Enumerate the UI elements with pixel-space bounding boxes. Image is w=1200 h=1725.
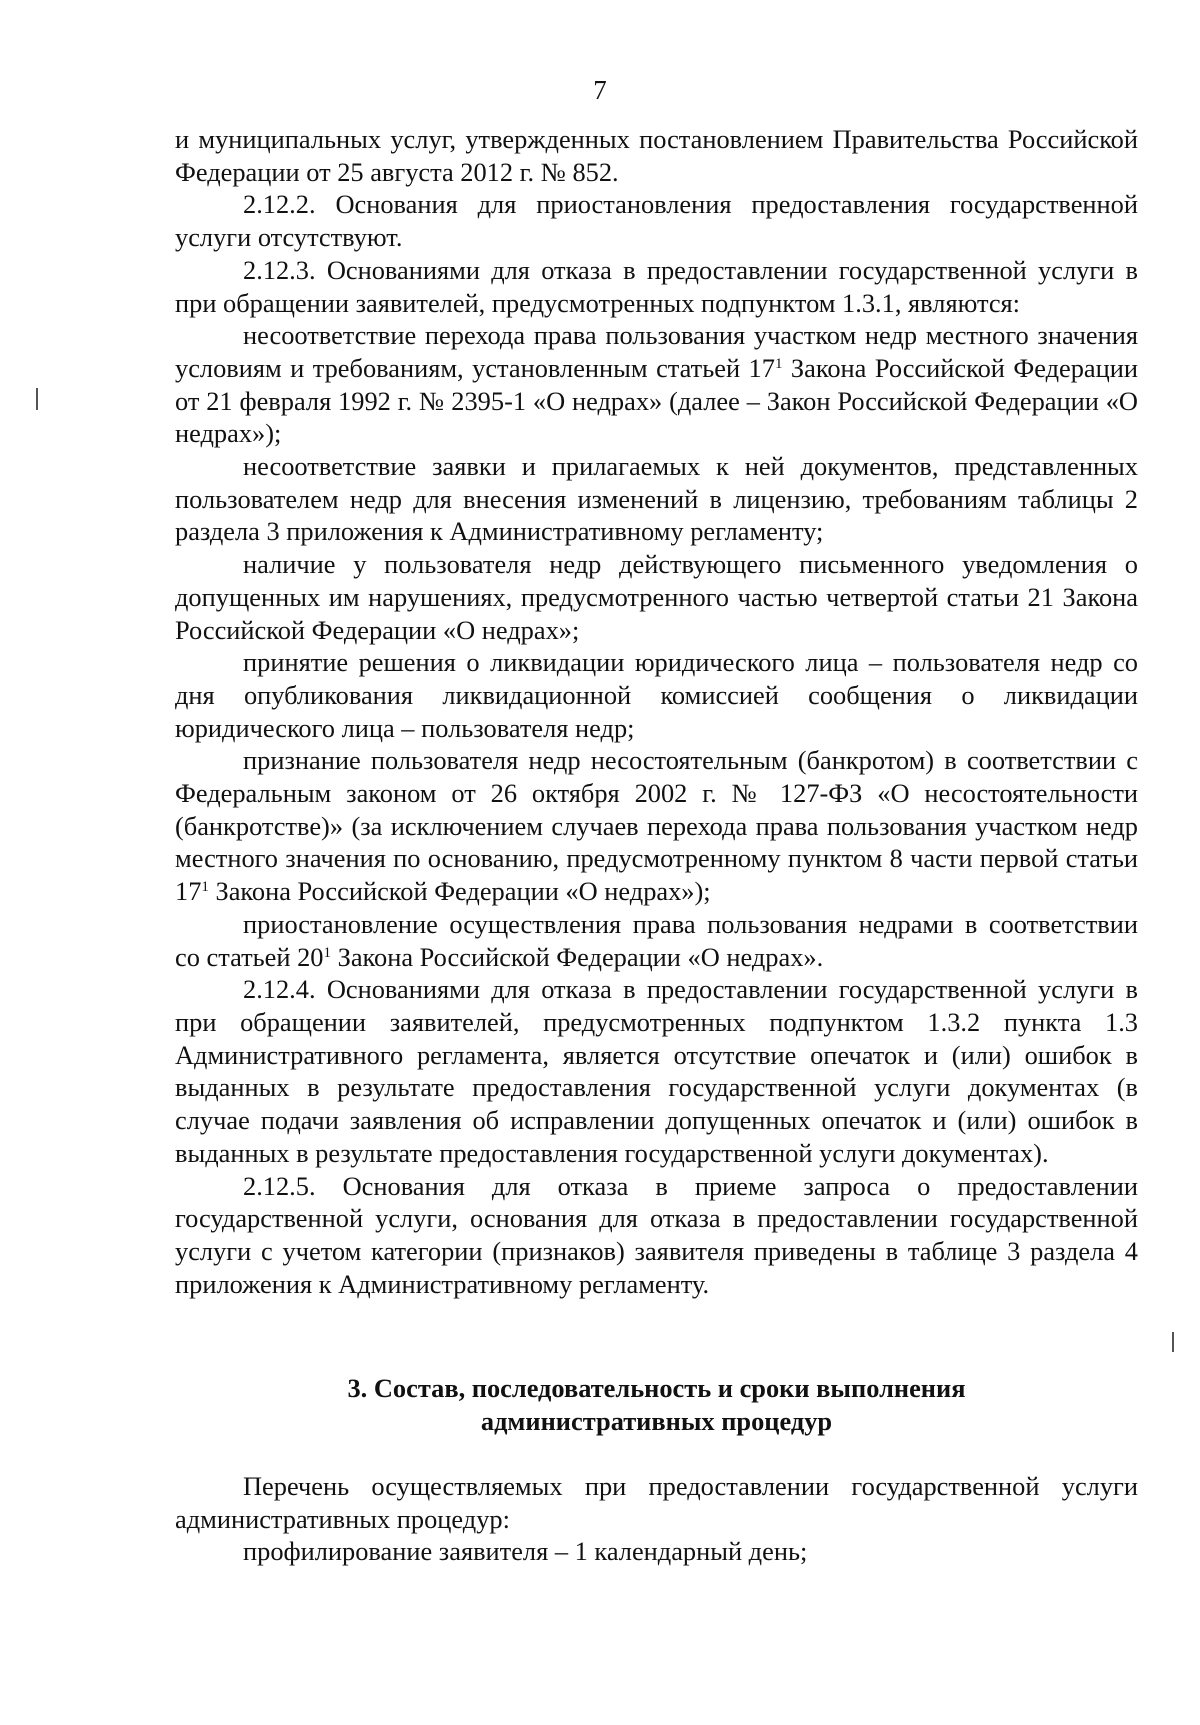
section-heading-line-2: административных процедур [480,1406,833,1436]
text-run: Закона Российской Федерации от 21 февраля 1992 г. № 2395-1 «О недрах» (далее – Закон Российской Федерации «О недрах»); [175,352,1138,449]
list-item-application-mismatch: несоответствие заявки и прилагаемых к ней документов, представленных пользователем недр для внесения изменений в лицензию, требованиям таблицы 2 раздела 3 приложения к Административному регламенту; [175,451,1138,547]
list-item-bankruptcy [175,744,1138,908]
section-body-text [175,1470,1138,1568]
section-heading [175,1372,1138,1438]
text-run: Закона Российской Федерации «О недрах». [331,941,824,972]
text-run: Закона Российской Федерации «О недрах»); [208,876,711,907]
procedures-intro: Перечень осуществляемых при предоставлении государственной услуги административных процедур: [175,1471,1138,1534]
text-run: несоответствие перехода права пользования участком недр местного значения условиям и требованиям, установленным статьей 17 [175,320,1138,383]
paragraph-2-12-4: 2.12.4. Основаниями для отказа в предоставлении государственной услуги в при обращении заявителей, предусмотренных подпунктом 1.3.2 пункта 1.3 Административного регламента, является отсутствие опечаток и (или) ошибок в выданных в результате предоставления государственной услуги документах (в случае подачи заявления об исправлении допущенных опечаток и (или) ошибок в выданных в результате предоставления государственной услуги документах). [175,974,1138,1168]
body-text [175,123,1138,1300]
scan-mark [1172,1332,1174,1352]
paragraph-2-12-5: 2.12.5. Основания для отказа в приеме запроса о предоставлении государственной услуги, основания для отказа в предоставлении государственной услуги с учетом категории (признаков) заявителя приведены в таблице 3 раздела 4 приложения к Административному регламенту. [175,1170,1138,1299]
list-item-liquidation: принятие решения о ликвидации юридического лица – пользователя недр со дня опубликования ликвидационной комиссией сообщения о ликвидации юридического лица – пользователя недр; [175,647,1138,743]
paragraph-2-12-2: 2.12.2. Основания для приостановления предоставления государственной услуги отсутствуют. [175,189,1138,253]
section-heading-line-1: 3. Состав, последовательность и сроки выполнения [347,1373,966,1403]
list-item-violation-notice: наличие у пользователя недр действующего письменного уведомления о допущенных им нарушениях, предусмотренного частью четвертой статьи 21 Закона Российской Федерации «О недрах»; [175,549,1138,645]
list-item-transfer-mismatch [175,319,1138,450]
page-number: 7 [593,75,607,105]
text-run: признание пользователя недр несостоятельным (банкротом) в соответствии с Федеральным законом от 26 октября 2002 г. № 127-ФЗ «О несостоятельности (банкротстве)» (за исключением случаев перехода права пользования участком недр местного значения по основанию, предусмотренному пунктом 8 части первой статьи 17 [175,745,1138,907]
superscript: 1 [201,879,209,896]
paragraph-2-12-3: 2.12.3. Основаниями для отказа в предоставлении государственной услуги в при обращении заявителей, предусмотренных подпунктом 1.3.1, являются: [175,254,1138,318]
superscript: 1 [323,944,331,961]
text-run: приостановление осуществления права пользования недрами в соответствии со статьей 20 [175,908,1138,972]
paragraph-continuation: и муниципальных услуг, утвержденных постановлением Правительства Российской Федерации от 25 августа 2012 г. № 852. [175,124,1138,187]
superscript: 1 [774,355,783,372]
scan-mark [36,388,38,410]
procedure-item-profiling: профилирование заявителя – 1 календарный день; [243,1536,808,1567]
list-item-suspension [175,908,1138,973]
